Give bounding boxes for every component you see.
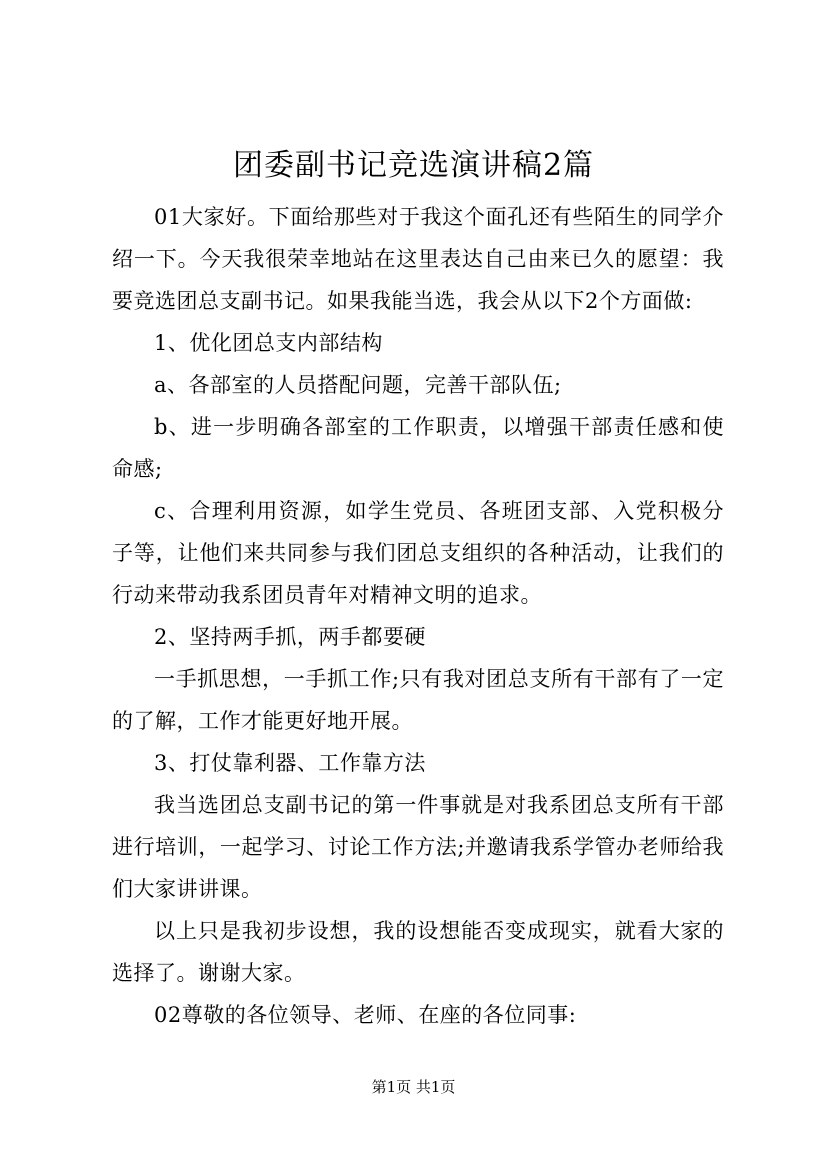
paragraph-point-2: 2、坚持两手抓，两手都要硬	[154, 625, 426, 649]
paragraph-closing: 以上只是我初步设想，我的设想能否变成现实，就看大家的选择了。谢谢大家。	[112, 919, 724, 985]
paragraph-second-speech-opening: 02尊敬的各位领导、老师、在座的各位同事:	[154, 1003, 577, 1027]
paragraph-point-1: 1、优化团总支内部结构	[154, 331, 383, 355]
paragraph-point-1b: b、进一步明确各部室的工作职责，以增强干部责任感和使命感;	[112, 415, 724, 481]
paragraph-intro: 01大家好。下面给那些对于我这个面孔还有些陌生的同学介绍一下。今天我很荣幸地站在这里表达自己由来已久的愿望：我要竞选团总支副书记。如果我能当选，我会从以下2个方面做:	[112, 205, 724, 313]
paragraph-point-1a: a、各部室的人员搭配问题，完善干部队伍;	[154, 373, 562, 397]
document-body	[112, 196, 724, 1036]
document-title: 团委副书记竞选演讲稿2篇	[232, 148, 595, 183]
page-footer: 第1页 共1页	[371, 1078, 456, 1096]
paragraph-point-3-detail: 我当选团总支副书记的第一件事就是对我系团总支所有干部进行培训，一起学习、讨论工作方法;并邀请我系学管办老师给我们大家讲讲课。	[112, 793, 724, 901]
paragraph-point-2-detail: 一手抓思想，一手抓工作;只有我对团总支所有干部有了一定的了解，工作才能更好地开展。	[112, 667, 724, 733]
paragraph-point-3: 3、打仗靠利器、工作靠方法	[154, 751, 426, 775]
paragraph-point-1c: c、合理利用资源，如学生党员、各班团支部、入党积极分子等，让他们来共同参与我们团总支组织的各种活动，让我们的行动来带动我系团员青年对精神文明的追求。	[112, 499, 724, 607]
